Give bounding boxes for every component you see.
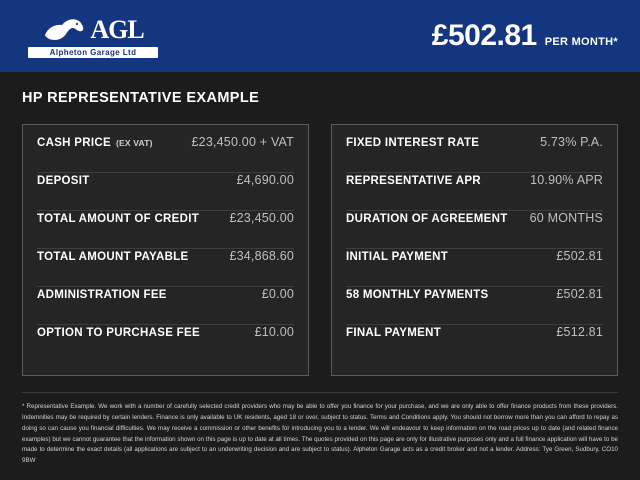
row-label-text: OPTION TO PURCHASE FEE <box>37 327 200 339</box>
title-bar <box>0 72 640 116</box>
row-label-text: FIXED INTEREST RATE <box>346 137 480 149</box>
row-label-text: DEPOSIT <box>37 175 90 187</box>
row-value: £4,690.00 <box>236 173 294 187</box>
table-row <box>37 287 294 325</box>
right-finance-panel <box>331 124 618 376</box>
representative-example-footnote: * Representative Example. We work with a number of carefully selected credit providers who may be able to offer you finance for your purchase, and we are only able to offer finance products from these providers. Indemnities may be required by certain lenders. Finance is only available to UK residents, aged 18 or over, subject to status. Terms and Conditions apply. You should not borrow more than you can afford to repay as doing so can cause you financial difficulties. We may receive a commission or other benefits for introducing you to a lender. We will endeavour to keep information on the road prices up to date (and related finance examples) but we cannot guarantee that the information shown on this page is up to date at all times. The quotes provided on this page are only for illustrative purposes only and a full finance application will have to be made to determine the exact details (all applications are subject to an underwriting decision and are subject to status). Alpheton Garage acts as a credit broker and not a lender. Address: Tye Green, Sudbury, CO10 9BW <box>22 392 618 467</box>
row-label <box>37 327 205 339</box>
table-row <box>37 173 294 211</box>
row-label <box>37 213 204 225</box>
table-row <box>346 249 603 287</box>
row-label <box>37 289 172 301</box>
row-label-text: ADMINISTRATION FEE <box>37 289 167 301</box>
row-label-text: 58 MONTHLY PAYMENTS <box>346 289 489 301</box>
table-row <box>346 325 603 363</box>
row-label-text: TOTAL AMOUNT PAYABLE <box>37 251 189 263</box>
monthly-price <box>432 19 618 53</box>
price-unit: PER MONTH* <box>544 36 618 48</box>
row-label <box>37 251 193 263</box>
row-value: £502.81 <box>556 249 603 263</box>
row-value: 5.73% P.A. <box>540 135 603 149</box>
row-label <box>37 175 95 187</box>
row-value: £34,868.60 <box>229 249 294 263</box>
row-value: 10.90% APR <box>530 173 603 187</box>
logo-mark <box>42 15 143 45</box>
left-finance-panel <box>22 124 309 376</box>
row-label <box>37 137 153 149</box>
table-row <box>37 325 294 363</box>
logo-subtitle: Alpheton Garage Ltd <box>28 47 158 58</box>
row-label-text: INITIAL PAYMENT <box>346 251 449 263</box>
brand-logo[interactable] <box>18 15 168 58</box>
row-value: £512.81 <box>556 325 603 339</box>
row-label-text: CASH PRICE <box>37 137 111 149</box>
row-label <box>346 213 508 225</box>
table-row <box>346 287 603 325</box>
row-label-note: (EX VAT) <box>115 138 153 148</box>
row-label-text: TOTAL AMOUNT OF CREDIT <box>37 213 200 225</box>
table-row <box>346 135 603 173</box>
row-label <box>346 175 481 187</box>
finance-tables <box>0 116 640 376</box>
page-header <box>0 0 640 72</box>
row-value: £23,450.00 + VAT <box>191 135 294 149</box>
row-label-text: FINAL PAYMENT <box>346 327 442 339</box>
row-label <box>346 251 448 263</box>
table-row <box>346 211 603 249</box>
row-label <box>346 137 479 149</box>
logo-text: AGL <box>90 14 144 44</box>
row-value: 60 MONTHS <box>529 211 603 225</box>
row-value: £10.00 <box>254 325 294 339</box>
row-label <box>346 327 441 339</box>
price-amount: £502.81 <box>431 19 537 52</box>
row-value: £23,450.00 <box>229 211 294 225</box>
table-row <box>346 173 603 211</box>
page-title: HP REPRESENTATIVE EXAMPLE <box>22 90 260 106</box>
row-label <box>346 289 488 301</box>
table-row <box>37 135 294 173</box>
table-row <box>37 211 294 249</box>
row-value: £502.81 <box>556 287 603 301</box>
row-label-text: REPRESENTATIVE APR <box>346 175 481 187</box>
row-label-text: DURATION OF AGREEMENT <box>346 213 508 225</box>
table-row <box>37 249 294 287</box>
greyhound-dog-icon <box>42 15 88 45</box>
row-value: £0.00 <box>261 287 294 301</box>
